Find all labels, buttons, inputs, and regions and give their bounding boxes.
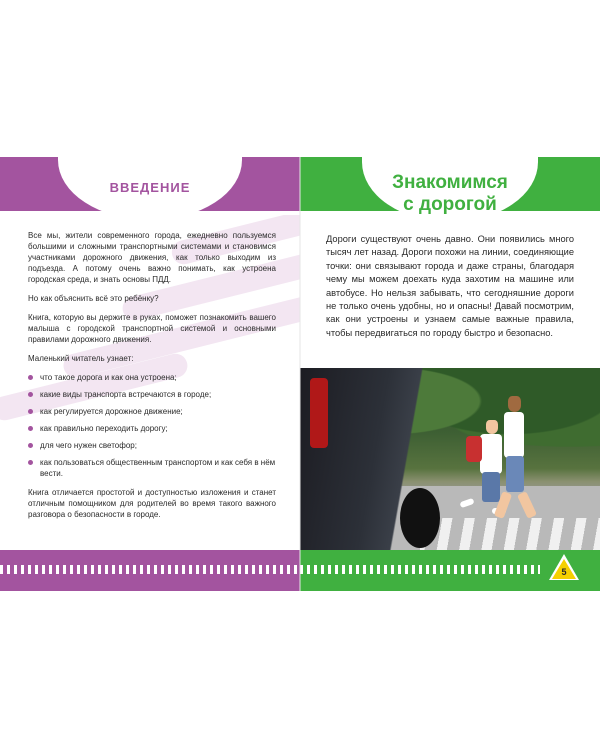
list-item: какие виды транспорта встречаются в городе; (28, 389, 276, 400)
photo-crosswalk (420, 518, 600, 551)
list-item: для чего нужен светофор; (28, 440, 276, 451)
footer-dashes (300, 565, 540, 574)
reader-learns-paragraph: Маленький читатель узнает: (28, 354, 134, 363)
photo-car-taillight (310, 378, 328, 448)
bullet-dot-icon (28, 460, 33, 465)
left-page-title: ВВЕДЕНИЕ (109, 180, 191, 195)
learning-list (28, 372, 276, 479)
photo-car-wheel (400, 488, 440, 548)
right-page-title (362, 172, 538, 216)
footer-dashes (0, 565, 300, 574)
closing-paragraph: Книга отличается простотой и доступностью изложения и станет отличным помощником для родителей во время такого важного разговора о безопасности в городе. (28, 488, 276, 519)
intro-paragraph: Все мы, жители современного города, ежедневно пользуемся большими и сложными транспортными системами и становимся участниками дорожного движения, как только выходим из подъезда. А потому очень важно понимать, как устроена городская среда, и знать основы ПДД. (28, 231, 276, 284)
list-item: как правильно переходить дорогу; (28, 423, 276, 434)
list-item: что такое дорога и как она устроена; (28, 372, 276, 383)
bullet-dot-icon (28, 392, 33, 397)
children-crossing-photo (300, 368, 600, 551)
left-page-text (28, 230, 276, 528)
question-paragraph: Но как объяснить всё это ребёнку? (28, 294, 159, 303)
title-line-2: с дорогой (403, 194, 497, 215)
book-spine (299, 157, 301, 591)
bullet-dot-icon (28, 443, 33, 448)
right-footer-band (300, 550, 600, 591)
title-line-1: Знакомимся (392, 172, 508, 193)
left-footer-band (0, 550, 300, 591)
list-item: как пользоваться общественным транспортом и как себя в нём вести. (28, 457, 276, 479)
book-purpose-paragraph: Книга, которую вы держите в руках, поможет познакомить вашего малыша с городской транспортной системой и основными правилами дорожного движения. (28, 313, 276, 344)
page-number: 5 (561, 567, 567, 577)
bullet-dot-icon (28, 409, 33, 414)
right-page-body: Дороги существуют очень давно. Они появились много тысяч лет назад. Дороги похожи на линии, соединяющие точки: они связывают города и даже страны, благодаря чему мы можем доехать куда захотим на машине или автобусе. Но нельзя забывать, что сегодняшние дороги не только очень удобны, но и опасны! Давай посмотрим, как они устроены и узнаем самые важные правила, чтобы передвигаться по городу быстро и безопасно. (326, 234, 574, 338)
bullet-dot-icon (28, 426, 33, 431)
list-item: как регулируется дорожное движение; (28, 406, 276, 417)
bullet-dot-icon (28, 375, 33, 380)
